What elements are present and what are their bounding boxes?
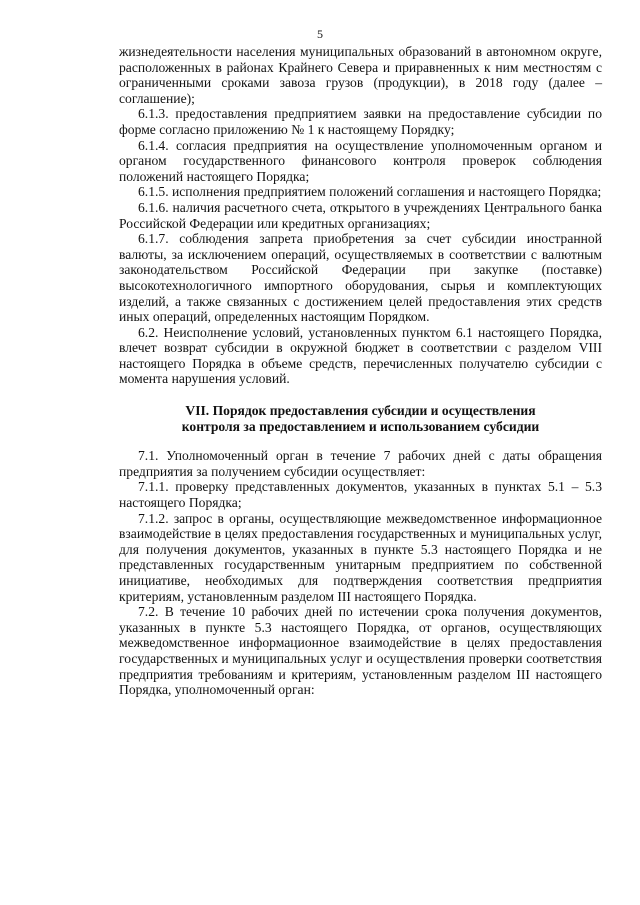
- paragraph: 7.1.2. запрос в органы, осуществляющие межведомственное информационное взаимодействие в целях предоставления государственных и муниципальных услуг, для получения документов, указанных в пункте 5.3 настоящего Порядка и не представленных государственным унитарным предприятием по собственной инициативе, необходимых для подтверждения соответствия предприятия критериям, установленным разделом III настоящего Порядка.: [119, 510, 602, 604]
- paragraph: жизнедеятельности населения муниципальных образований в автономном округе, расположенных в районах Крайнего Севера и приравненных к ним местностям с ограниченными сроками завоза грузов (продукции), в 2018 году (далее – соглашение);: [119, 44, 602, 106]
- section-heading-line-2: контроля за предоставлением и использованием субсидии: [181, 418, 540, 434]
- paragraph: 7.1.1. проверку представленных документов, указанных в пунктах 5.1 – 5.3 настоящего Порядка;: [119, 479, 602, 511]
- paragraph: 6.1.6. наличия расчетного счета, открытого в учреждениях Центрального банка Российской Федерации или кредитных организациях;: [119, 199, 602, 231]
- page-content: [119, 44, 602, 698]
- section-heading-line-1: VII. Порядок предоставления субсидии и осуществления: [185, 403, 536, 419]
- bottom-paragraphs: [119, 448, 602, 698]
- paragraph: 6.1.5. исполнения предприятием положений соглашения и настоящего Порядка;: [138, 184, 602, 200]
- paragraph: 6.1.7. соблюдения запрета приобретения за счет субсидии иностранной валюты, за исключением операций, осуществляемых в соответствии с валютным законодательством Российской Федерации при закупке (поставке) высокотехнологичного импортного оборудования, сырья и комплектующих изделий, а также связанных с достижением целей предоставления этих средств иных операций, определенных настоящим Порядком.: [119, 231, 602, 325]
- paragraph: 7.1. Уполномоченный орган в течение 7 рабочих дней с даты обращения предприятия за получением субсидии осуществляет:: [119, 448, 602, 479]
- paragraph: 6.1.3. предоставления предприятием заявки на предоставление субсидии по форме согласно приложению № 1 к настоящему Порядку;: [119, 106, 602, 137]
- paragraph: 7.2. В течение 10 рабочих дней по истечении срока получения документов, указанных в пункте 5.3 настоящего Порядка, от органов, осуществляющих межведомственное информационное взаимодействие в целях предоставления государственных и муниципальных услуг и осуществления проверки соответствия предприятия требованиям и критериям, установленным разделом III настоящего Порядка, уполномоченный орган:: [119, 604, 602, 698]
- section-heading: [119, 403, 602, 434]
- paragraph: 6.1.4. согласия предприятия на осуществление уполномоченным органом и органом государственного финансового контроля проверок соблюдения положений настоящего Порядка;: [119, 137, 602, 184]
- paragraph: 6.2. Неисполнение условий, установленных пунктом 6.1 настоящего Порядка, влечет возврат субсидии в окружной бюджет в соответствии с разделом VIII настоящего Порядка в объеме средств, перечисленных получателю субсидии с момента нарушения условий.: [119, 324, 602, 387]
- top-paragraphs: [119, 44, 602, 387]
- page-number: 5: [317, 27, 323, 41]
